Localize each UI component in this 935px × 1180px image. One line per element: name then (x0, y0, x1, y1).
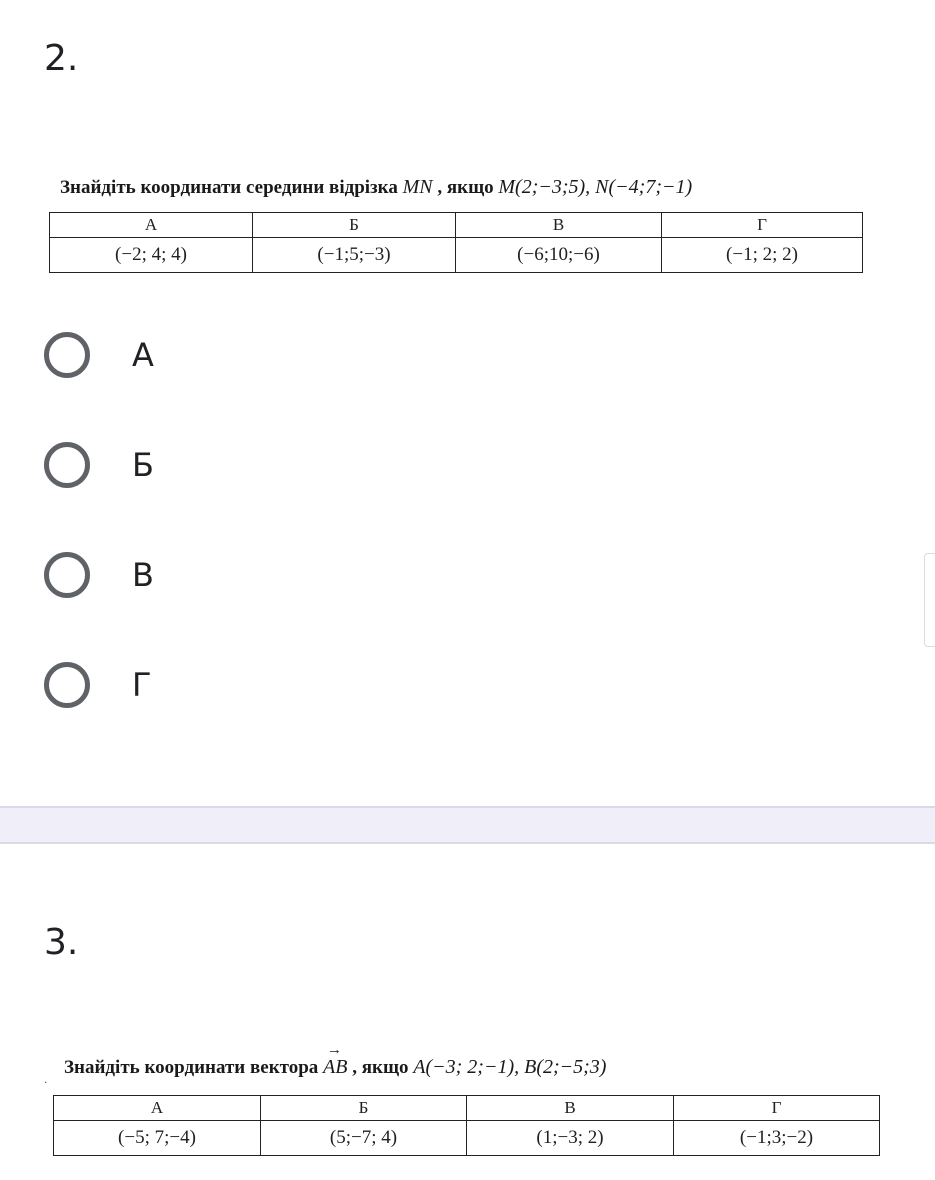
prompt-lead: Знайдіть координати вектора (64, 1057, 319, 1078)
question-number: 3. (44, 922, 79, 963)
radio-button[interactable] (44, 552, 90, 598)
table-cell: (−6;10;−6) (456, 238, 662, 273)
table-cell: (−1;5;−3) (253, 238, 456, 273)
table-row (50, 238, 863, 273)
radio-button[interactable] (44, 332, 90, 378)
table-header-cell: Г (674, 1096, 880, 1121)
choice-a[interactable] (44, 326, 154, 384)
table-header-row (50, 213, 863, 238)
question-number: 2. (44, 38, 79, 79)
choice-label[interactable]: А (132, 336, 154, 374)
bullet-dot: . (44, 1072, 48, 1086)
side-panel-tab[interactable] (924, 553, 935, 647)
choice-label[interactable]: Г (132, 666, 152, 704)
choice-b[interactable] (44, 436, 154, 494)
radio-button[interactable] (44, 442, 90, 488)
question-image (64, 1042, 607, 1079)
choice-label[interactable]: В (132, 556, 154, 594)
table-header-cell: В (467, 1096, 674, 1121)
radio-button[interactable] (44, 662, 90, 708)
choice-label[interactable]: Б (132, 446, 154, 484)
choice-v[interactable] (44, 546, 154, 604)
prompt-points: A(−3; 2;−1), B(2;−5;3) (413, 1056, 607, 1078)
table-cell: (−1; 2; 2) (662, 238, 863, 273)
vector-notation (323, 1042, 348, 1079)
table-header-cell: Б (261, 1096, 467, 1121)
table-cell: (5;−7; 4) (261, 1121, 467, 1156)
table-cell: (−5; 7;−4) (54, 1121, 261, 1156)
answer-options-table (49, 212, 863, 273)
prompt-lead: Знайдіть координати середини відрізка (60, 177, 398, 198)
section-divider (0, 806, 935, 844)
vector-arrow: → (327, 1042, 343, 1058)
table-header-cell: А (50, 213, 253, 238)
answer-options-table (53, 1095, 880, 1156)
table-header-row (54, 1096, 880, 1121)
table-header-cell: Г (662, 213, 863, 238)
table-row (54, 1121, 880, 1156)
question-prompt (60, 176, 692, 199)
prompt-segment: MN (402, 176, 433, 198)
prompt-points: M(2;−3;5), N(−4;7;−1) (498, 176, 693, 198)
question-prompt (64, 1042, 607, 1079)
prompt-mid: , якщо (352, 1057, 409, 1078)
table-header-cell: А (54, 1096, 261, 1121)
table-cell: (−2; 4; 4) (50, 238, 253, 273)
prompt-vector: AB (323, 1056, 348, 1078)
table-cell: (1;−3; 2) (467, 1121, 674, 1156)
choice-g[interactable] (44, 656, 152, 714)
table-header-cell: Б (253, 213, 456, 238)
table-header-cell: В (456, 213, 662, 238)
prompt-mid: , якщо (437, 177, 494, 198)
question-image (60, 176, 692, 199)
table-cell: (−1;3;−2) (674, 1121, 880, 1156)
